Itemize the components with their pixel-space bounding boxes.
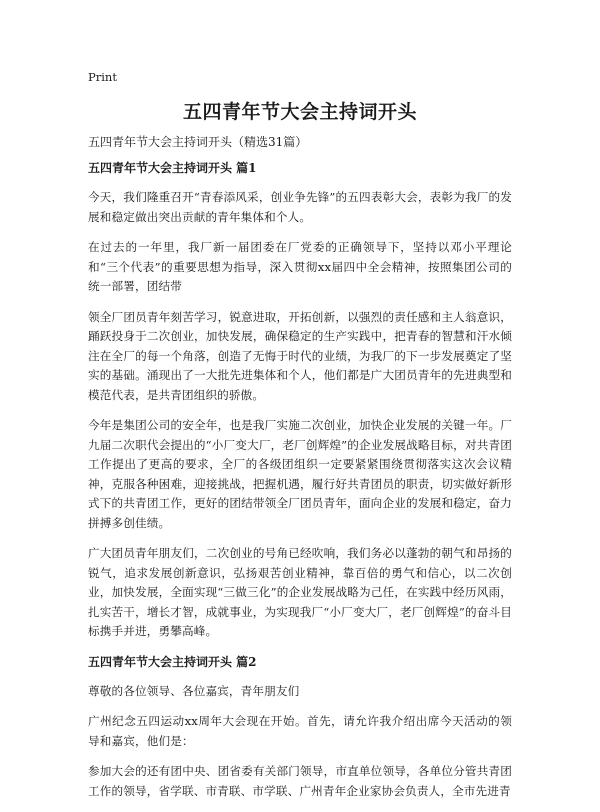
section-1 <box>88 159 512 642</box>
section-heading: 五四青年节大会主持词开头 篇2 <box>88 654 257 669</box>
paragraph: 领全厂团员青年刻苦学习，锐意进取，开拓创新，以强烈的责任感和主人翁意识，踊跃投身于二次创业，加快发展，确保稳定的生产实践中，把青春的智慧和汗水倾注在全厂的每一个角落，创造了无悔于时代的业绩，为我厂的下一步发展奠定了坚实的基础。涌现出了一大批先进集体和个人，他们都是广大团员青年的先进典型和模范代表，是共青团组织的骄傲。 <box>88 309 512 402</box>
paragraph: 在过去的一年里，我厂新一届团委在厂党委的正确领导下，坚持以邓小平理论和“三个代表”的重要思想为指导，深入贯彻xx届四中全会精神，按照集团公司的统一部署，团结带 <box>88 240 512 293</box>
paragraph: 广大团员青年朋友们，二次创业的号角已经吹响，我们务必以蓬勃的朝气和昂扬的锐气，追求发展创新意识，弘扬艰苦创业精神，靠百倍的勇气和信心，以二次创业，加快发展，全面实现“三做三化”的企业发展战略为己任，在实践中经历风雨，扎实苦干，增长才智，成就事业，为实现我厂“小厂变大厂，老厂创辉煌”的奋斗目标携手并进，勇攀高峰。 <box>88 546 512 638</box>
section-heading: 五四青年节大会主持词开头 篇1 <box>88 161 257 175</box>
print-link[interactable]: Print <box>88 70 117 84</box>
paragraph: 今天，我们隆重召开“青春添风采，创业争先锋”的五四表彰大会，表彰为我厂的发展和稳定做出突出贡献的青年集体和个人。 <box>88 190 512 224</box>
paragraph: 今年是集团公司的安全年，也是我厂实施二次创业，加快企业发展的关键一年。厂九届二次职代会提出的“小厂变大厂，老厂创辉煌”的企业发展战略目标，对共青团工作提出了更高的要求，全厂的各级团组织一定要紧紧围绕贯彻落实这次会议精神，克服各种困难，迎接挑战，把握机遇，履行好共青团员的职责，切实做好新形式下的共青团工作，更好的团结带领全厂团员青年，面向企业的发展和稳定，奋力拼搏多创佳绩。 <box>88 418 512 530</box>
paragraph: 广州纪念五四运动xx周年大会现在开始。首先，请允许我介绍出席今天活动的领导和嘉宾，他们是： <box>88 714 512 748</box>
section-2 <box>88 653 512 802</box>
document-subtitle: 五四青年节大会主持词开头（精选31篇） <box>88 135 308 149</box>
paragraph: 尊敬的各位领导、各位嘉宾，青年朋友们 <box>88 683 300 698</box>
paragraph: 参加大会的还有团中央、团省委有关部门领导，市直单位领导，各单位分管共青团工作的领导，省学联、市青联、市学联、广州青年企业家协会负责人，全市先进青 <box>88 764 512 798</box>
page-title: 五四青年节大会主持词开头 <box>182 101 417 123</box>
document-content <box>88 159 512 812</box>
